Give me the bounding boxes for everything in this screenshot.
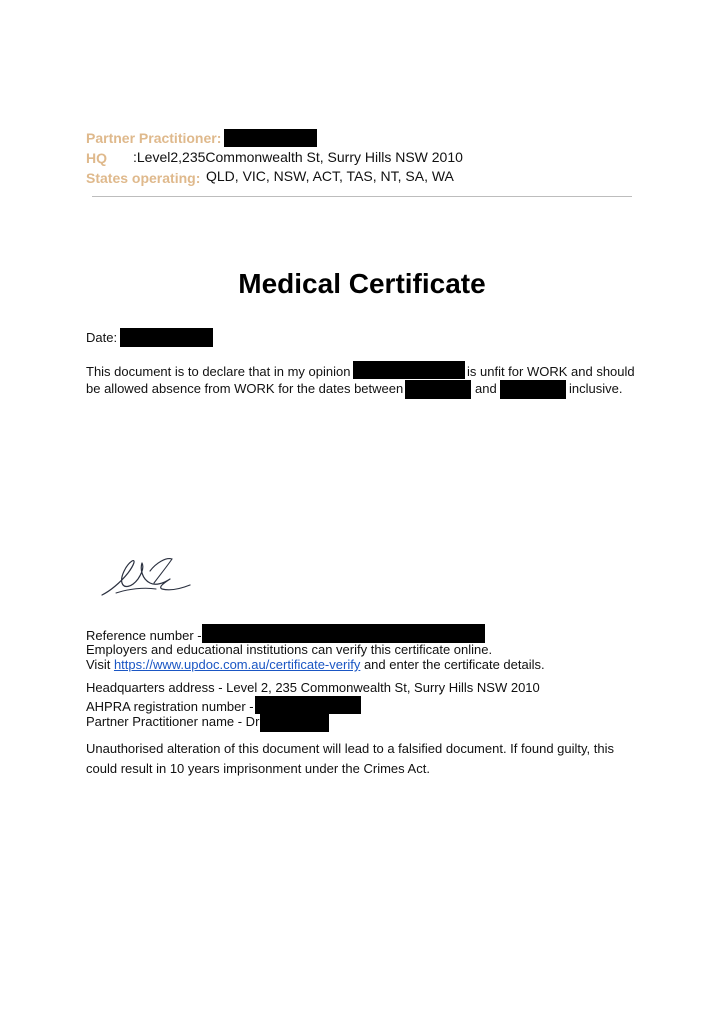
header-divider: [92, 196, 632, 197]
end-date-redaction: [500, 380, 566, 399]
ahpra-registration-label: AHPRA registration number -: [86, 699, 254, 714]
declaration-and: and: [475, 381, 497, 396]
certificate-verify-link[interactable]: https://www.updoc.com.au/certificate-verify: [113, 657, 361, 672]
declaration-line1-start: This document is to declare that in my opinion: [86, 364, 351, 379]
states-operating-label: States operating:: [86, 170, 201, 186]
ahpra-registration-redaction: [255, 696, 361, 714]
handwritten-signature-icon: [98, 553, 194, 601]
visit-suffix: and enter the certificate details.: [363, 657, 545, 672]
partner-practitioner-label: Partner Practitioner:: [86, 130, 222, 146]
verify-online-text: Employers and educational institutions can verify this certificate online.: [86, 642, 493, 657]
patient-name-redaction: [353, 361, 465, 379]
date-label: Date:: [86, 330, 118, 345]
warning-line1: Unauthorised alteration of this document will lead to a falsified document. If found guilty, this: [86, 741, 614, 756]
declaration-line2-start: be allowed absence from WORK for the dates between: [86, 381, 404, 396]
visit-prefix: Visit: [86, 657, 111, 672]
states-operating-value: QLD, VIC, NSW, ACT, TAS, NT, SA, WA: [206, 168, 454, 184]
warning-line2: could result in 10 years imprisonment under the Crimes Act.: [86, 761, 430, 776]
verify-visit-line: [86, 657, 545, 672]
declaration-line1-end: is unfit for WORK and should: [467, 364, 635, 379]
partner-practitioner-redaction: [224, 129, 317, 147]
headquarters-address: Headquarters address - Level 2, 235 Commonwealth St, Surry Hills NSW 2010: [86, 680, 540, 695]
hq-address: :Level2,235Commonwealth St, Surry Hills NSW 2010: [133, 149, 463, 165]
practitioner-name-label: Partner Practitioner name - Dr: [86, 714, 260, 729]
reference-number-label: Reference number -: [86, 628, 202, 643]
declaration-line2-end: inclusive.: [569, 381, 623, 396]
practitioner-name-redaction: [260, 714, 329, 732]
start-date-redaction: [405, 380, 471, 399]
reference-number-redaction: [202, 624, 485, 643]
hq-label: HQ: [86, 150, 107, 166]
page-title: Medical Certificate: [238, 268, 486, 299]
date-redaction: [120, 328, 213, 347]
